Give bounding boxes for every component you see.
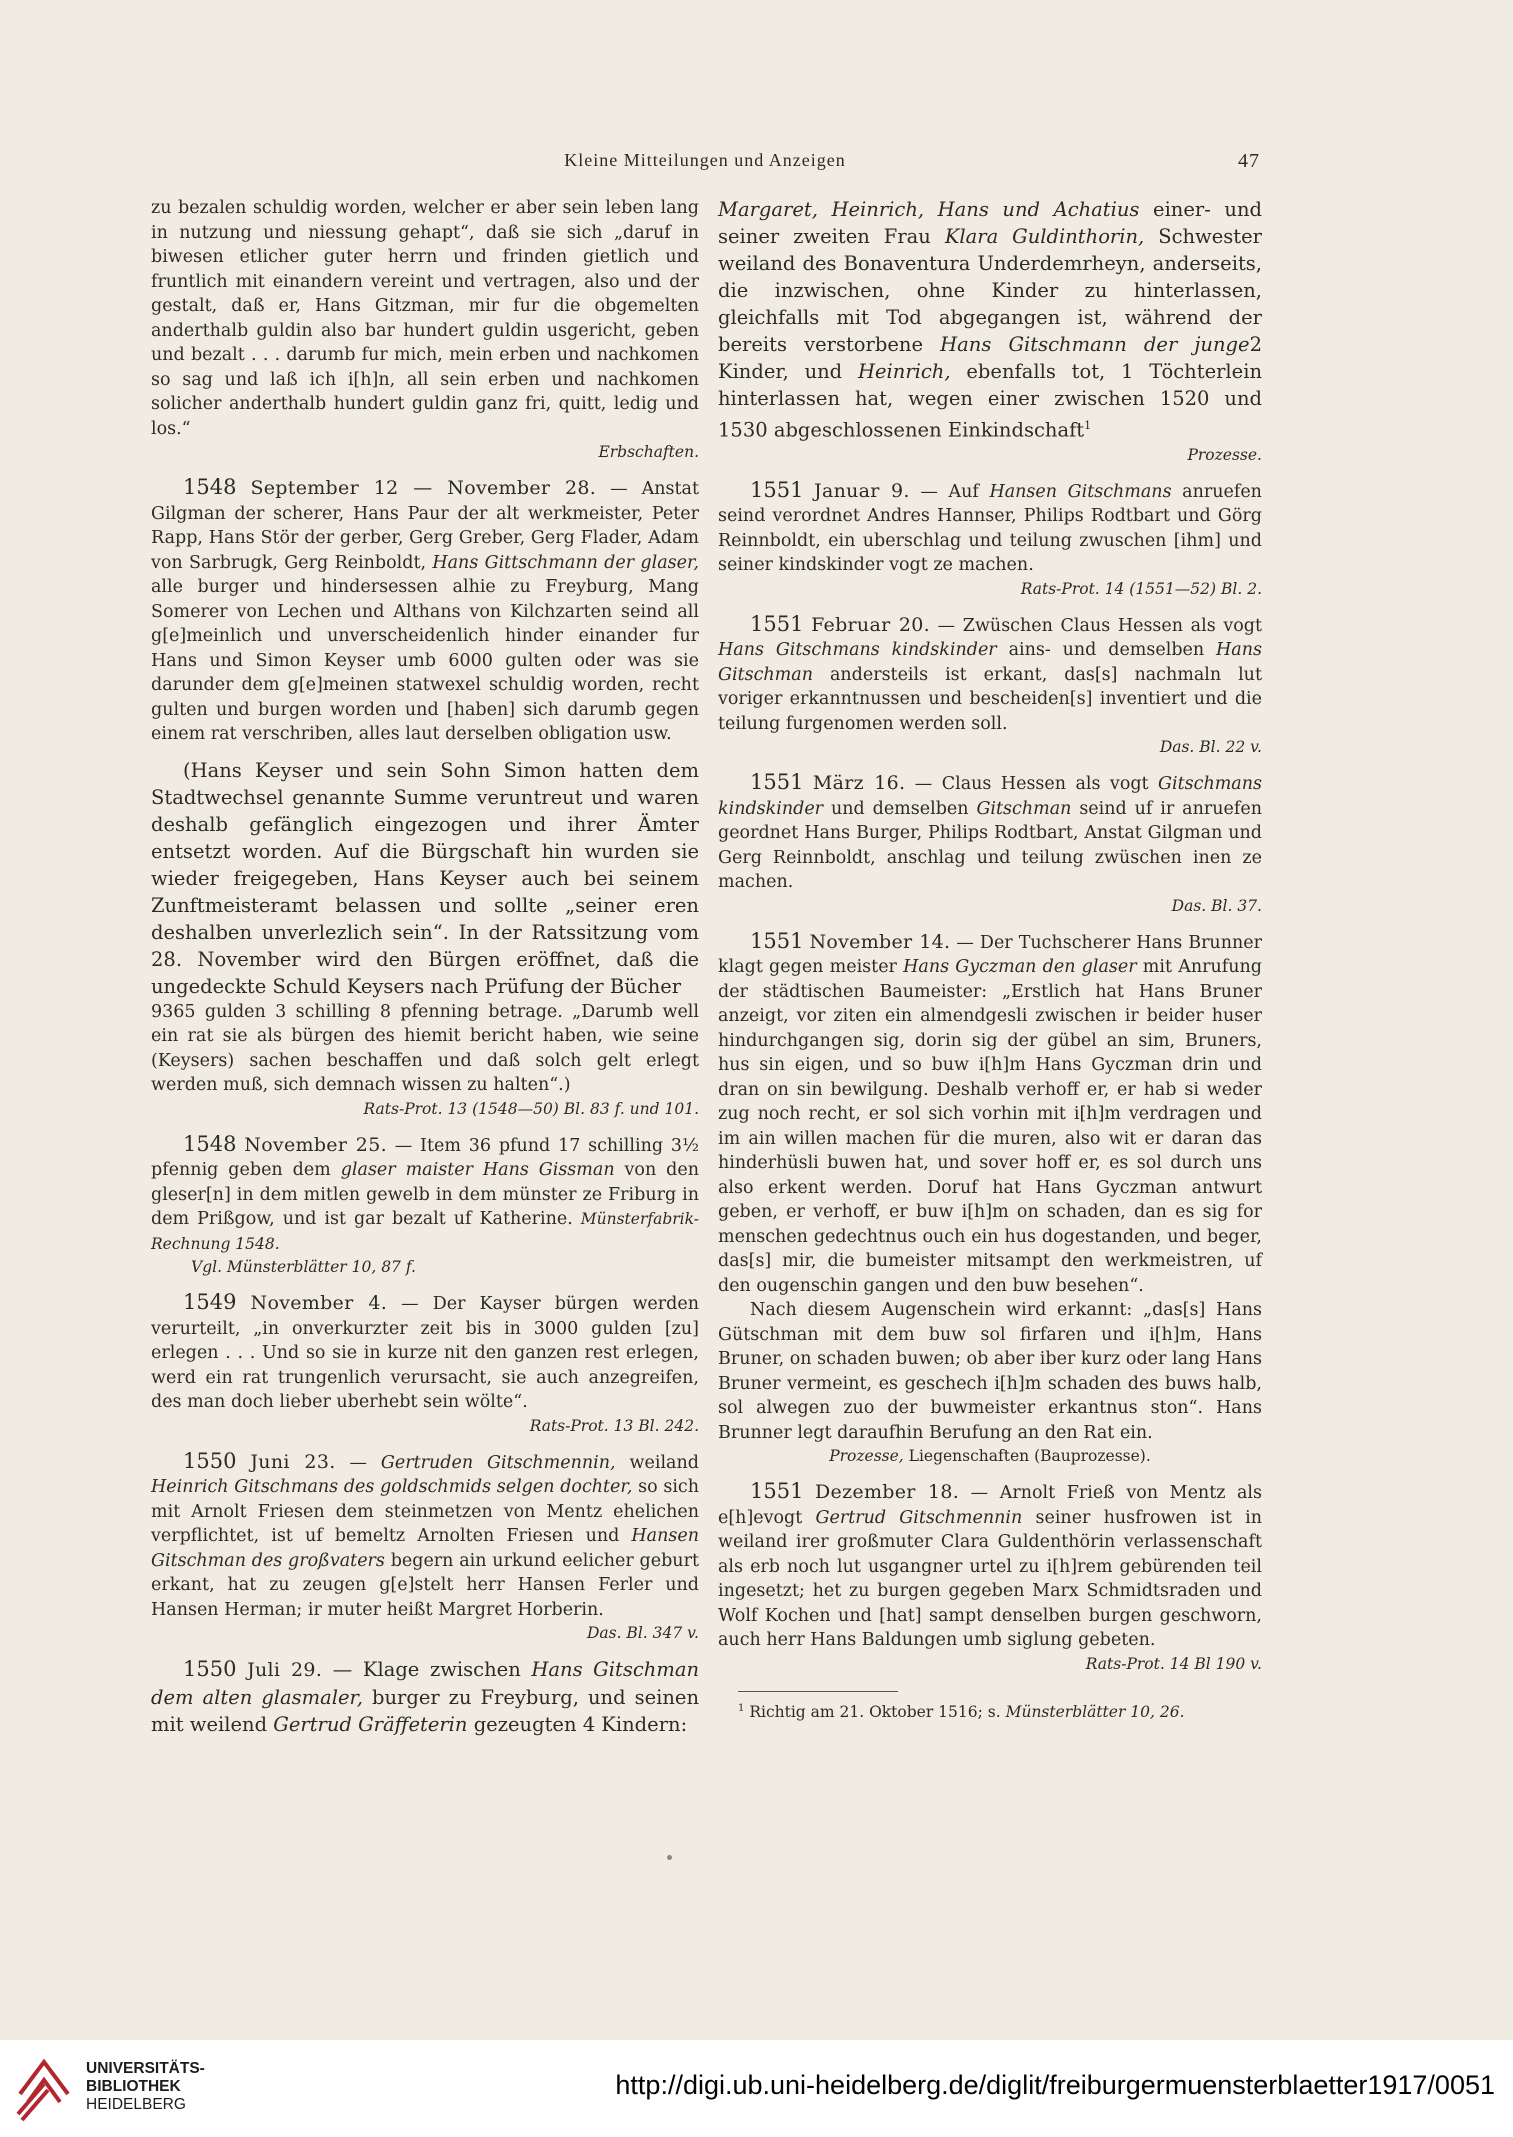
entry-text: — Klage zwischen — [332, 1658, 521, 1681]
source-note: Das. Bl. 37. — [1171, 896, 1262, 915]
entry-1548-september — [151, 475, 699, 747]
entry-text: gezeugten 4 Kindern: — [473, 1713, 688, 1736]
library-logo-icon — [14, 2054, 76, 2124]
entry-text: andersteils ist erkant, das[s] nachmaln lut voriger erkanntnussen und bescheiden[s] inventiert und die teilung furgenomen werden soll. — [718, 664, 1262, 734]
library-name — [86, 2060, 205, 2114]
entry-name: glaser maister Hans Gissman — [340, 1160, 615, 1180]
entry-text: — Item 36 pfund 17 schilling 3½ pfennig geben dem — [151, 1135, 699, 1180]
entry-year: 1548 — [183, 1131, 237, 1156]
source-note: Rats-Prot. 13 Bl. 242. — [529, 1416, 699, 1435]
reference-note: Vgl. Münsterblätter 10, 87 f. — [191, 1258, 416, 1276]
page-number: 47 — [1238, 150, 1260, 172]
footnote-reference: Münsterblätter 10, 26. — [1005, 1702, 1185, 1721]
entry-date: November 14. — [809, 930, 951, 953]
footnote-divider — [738, 1691, 898, 1692]
entry-text: seind uf ir anruefen geordnet Hans Burger, Philips Rodtbart, Anstat Gilgman und Gerg Reinnboldt, anschlag und teilung zwüschen inen ze machen. — [718, 798, 1262, 892]
entry-text: Nach diesem Augenschein wird erkannt: — [750, 1300, 1133, 1320]
entry-name: — Gertruden Gitschmennin, — [349, 1452, 616, 1473]
entry-text: einer- und seiner zweiten Frau — [718, 198, 1262, 248]
entry-1551-november-cont — [718, 1298, 1262, 1445]
entry-text: — Anstat Gilgman der scherer, Hans Paur der alt werkmeister, Peter Rapp, Hans Stör der gerber, Gerg Greber, Gerg Flader, Adam von Sarbrugk, Gerg Reinboldt, — [151, 479, 699, 573]
entry-text: mit Anrufung der städtischen Baumeister: — [718, 957, 1262, 1002]
footnote — [718, 1698, 1262, 1723]
library-name-line: HEIDELBERG — [86, 2096, 186, 2113]
entry-1548-november — [151, 1132, 699, 1257]
source-note: Das. Bl. 347 v. — [586, 1624, 699, 1642]
entry-date: November 4. — [250, 1292, 388, 1314]
entry-year: 1550 — [183, 1657, 237, 1681]
source-note: Rats-Prot. 14 Bl 190 v. — [1085, 1654, 1262, 1673]
source-note: Rats-Prot. 14 (1551—52) Bl. 2. — [1020, 579, 1262, 598]
footnote-text: Richtig am 21. Oktober 1516; s. — [749, 1702, 1001, 1721]
entry-name: Klara Guldinthorin, — [944, 225, 1145, 248]
entry-text: begern ain urkund eelicher geburt erkant, hat zu zeugen g[e]stelt herr Hansen Ferler und Hansen Herman; ir muter heißt Margret Horberin. — [151, 1550, 699, 1620]
entry-name: Gertrud Gräffeterin — [273, 1713, 468, 1736]
entry-1551-februar — [718, 612, 1262, 737]
entry-date: März 16. — [812, 772, 906, 794]
entry-date: Februar 20. — [811, 613, 931, 636]
source-note: Das. Bl. 22 v. — [1159, 738, 1262, 756]
entry-text: Hans Brunner legt daraufhin Berufung an den Rat ein. — [718, 1398, 1262, 1443]
entry-text: burger zu Freyburg, und seinen mit weilend — [151, 1686, 700, 1736]
source-note: Rats-Prot. 13 (1548—50) Bl. 83 f. und 101. — [363, 1099, 699, 1118]
source-note: Erbschaften. — [598, 443, 699, 461]
entry-date: Juni 23. — [250, 1450, 336, 1473]
left-opening-paragraph: zu bezalen schuldig worden, welcher er aber sein leben lang in nutzung und niessung gehapt“, daß sie sich „daruf in biwesen etlicher guter herrn und frinden gietlich und fruntlich mit einandern vereint und vertragen, also und der gestalt, daß er, Hans Gitzman, mir fur die obgemelten anderthalb guldin also bar hundert guldin usgericht, geben und bezalt . . . darumb fur mich, mein erben und nachkomen so sag und laß ich i[h]n, all sein erben und nachkomen solicher anderthalb hundert guldin ganz fri, quitt, ledig und los.“ — [151, 198, 699, 439]
entry-text: — Zwüschen Claus Hessen als vogt — [937, 615, 1262, 636]
entry-text: — Arnolt Frieß von Mentz als e[h]evogt — [718, 1483, 1263, 1528]
entry-name: Hans Gitschmans kindskinder — [718, 640, 997, 660]
entry-text: anruefen seind verordnet Andres Hannser, Philips Rodtbart und Görg Reinnboldt, ein uberschlag und teilung zwuschen [ihm] und seiner kindskinder vogt ze machen. — [718, 481, 1262, 575]
entry-1551-november — [718, 929, 1262, 1299]
entry-date: Januar 9. — [814, 479, 910, 502]
source-text: Liegenschaften (Bauprozesse). — [908, 1447, 1151, 1465]
entry-name: Hans Gitschman dem alten glasmaler, — [151, 1658, 699, 1709]
entry-text: ebenfalls tot, 1 Töchterlein hinterlassen hat, wegen einer zwischen 1520 und 1530 abgeschlossenen Einkindschaft — [718, 360, 1262, 442]
entry-1550-juli — [151, 1656, 699, 1738]
entry-name: Hansen Gitschmans — [989, 481, 1172, 502]
entry-1550-juni — [151, 1449, 699, 1623]
running-head: Kleine Mitteilungen und Anzeigen — [564, 150, 846, 170]
library-name-line: UNIVERSITÄTS- — [86, 2060, 205, 2077]
entry-name: Hans Gyczman den glaser — [903, 957, 1137, 977]
quote-text: „das[s] Hans Gütschman mit dem buw sol firfaren und i[h]m, Hans Bruner, on schaden buwen; ob aber iber kurz oder lang Hans Bruner vermeint, es geschech i[h]m schaden des buws halb, sol alwegen zuo der buwmeister erkantnus ston“. — [718, 1300, 1263, 1418]
entry-year: 1551 — [750, 770, 804, 794]
entry-1551-januar — [718, 478, 1262, 578]
entry-text: ains- und demselben — [1008, 640, 1205, 660]
entry-1551-dezember — [718, 1479, 1262, 1653]
entry-1551-maerz — [718, 770, 1262, 895]
right-opening-paragraph — [718, 196, 1262, 444]
source-note: Münsterfabrik-Rechnung 1548. — [151, 1210, 699, 1253]
source-note — [718, 1445, 1262, 1467]
entry-text: von den gleser[n] in dem mitlen gewelb in dem münster ze Friburg in dem Prißgow, und ist gar bezalt uf Katherine. — [151, 1160, 699, 1229]
entry-name: Hans Gitschmann der junge — [940, 333, 1250, 356]
entry-date: Juli 29. — [247, 1659, 323, 1681]
digitization-footer — [0, 2040, 1513, 2137]
entry-date: Dezember 18. — [815, 1481, 960, 1503]
left-column — [151, 196, 699, 1738]
entry-year: 1551 — [750, 611, 804, 636]
entry-year: 1550 — [183, 1448, 237, 1473]
page-header — [150, 150, 1260, 180]
source-note: Prozesse. — [1187, 445, 1262, 464]
entry-year: 1551 — [750, 477, 804, 502]
source-italic: Prozesse, — [829, 1447, 904, 1465]
entry-name: Heinrich Gitschmans des goldschmids selgen dochter, — [151, 1477, 633, 1497]
entry-year: 1551 — [750, 1479, 804, 1503]
entry-text: und demselben — [830, 798, 969, 819]
entry-text: 2 Kinder, und — [718, 333, 1262, 383]
entry-name: Gitschmans kindskinder — [718, 774, 1262, 819]
entry-text: — Der Kayser bürgen werden verurteilt, „in onverkurzter zeit bis in 3000 gulden [zu] erlegen . . . Und so sie in kurze nit den ganzen rest erlegen, werd ein rat trungenlich verursacht, sie auch anzegreifen, des man doch lieber uberhebt sein wölte“. — [151, 1294, 699, 1412]
entry-name: Gertrud Gitschmennin — [815, 1507, 1023, 1528]
scan-speck — [667, 1855, 672, 1860]
entry-text: — Auf — [920, 481, 979, 502]
entry-name: Margaret, Heinrich, Hans und Achatius — [718, 198, 1140, 221]
entry-name: Heinrich, — [857, 360, 951, 383]
entry-name: Gitschman — [976, 798, 1072, 819]
entry-year: 1549 — [183, 1290, 237, 1314]
footnote-marker: 1 — [1084, 419, 1092, 432]
quote-text: „Erstlich hat Hans Bruner anzeigt, vor ziten ein almendgesli zwischen ir beider huser hindurchgangen sig, dorin sig der gübel an sim, Bruners, hus sin eigen, und so buw i[h]m Hans Gyczman drin und dran on sin bewilgung. Deshalb verhoff er, er hab si weder zug noch recht, er sol sich vorhin mit i[h]m verdragen und im ain willen machen für die muren, also wit er daran das hinderhüsli buwen hat, und sover hoff er, es sol durch uns also erkent werden. Doruf hat Hans Gyczman antwurt geben, er verhoff, er buw i[h]m on schaden, dan es sig for menschen gedechtnus ouch ein hus dogestanden, und beger, das[s] mir, die bumeister mitsampt den werkmeistren, uf den ougenschin gangen und den buw besehen“. — [718, 981, 1262, 1296]
entry-date: November 25. — [244, 1133, 387, 1156]
entry-text: — Der Tuchscherer Hans Brunner klagt gegen meister — [718, 932, 1262, 977]
entry-text: weiland — [629, 1452, 699, 1473]
entry-year: 1551 — [750, 928, 804, 953]
entry-text: — Claus Hessen als vogt — [914, 774, 1149, 794]
entry-name: Hans Gittschmann der glaser, — [432, 552, 699, 573]
entry-text: so sich mit Arnolt Friesen dem steinmetzen von Mentz ehelichen verpflichtet, ist uf bemeltz Arnolten Friesen und — [151, 1477, 699, 1546]
entry-name: Hans Gitschman — [718, 640, 1262, 685]
footnote-marker: 1 — [738, 1702, 745, 1714]
right-column — [718, 196, 1262, 1723]
entry-date: September 12 — November 28. — [250, 477, 597, 499]
entry-name: Hansen Gitschman des großvaters — [151, 1526, 699, 1571]
editor-note: (Hans Keyser und sein Sohn Simon hatten dem Stadtwechsel genannte Summe veruntreut und waren deshalb gefänglich eingezogen und ihrer Ämter entsetzt worden. Auf die Bürgschaft hin wurden sie wieder freigegeben, Hans Keyser auch bei seinem Zunftmeisteramt belassen und sollte „seiner eren deshalben unverlezlich sein“. In der Ratssitzung vom 28. November wird den Bürgen eröffnet, daß die ungedeckte Schuld Keysers nach Prüfung der Bücher — [151, 758, 699, 998]
entry-text: Schwester weiland des Bonaventura Underdemrheyn, anderseits, die inzwischen, ohne Kinder zu hinterlassen, gleichfalls mit Tod abgegangen ist, während der bereits verstorbene — [718, 225, 1262, 356]
editor-note-cont: 9365 gulden 3 schilling 8 pfenning betrage. „Darumb well ein rat sie als bürgen des hiemit bericht haben, wie seine (Keysers) sachen beschaffen und daß solch gelt erlegt werden muß, sich demnach wissen zu halten“.) — [151, 1001, 699, 1095]
permalink-url[interactable]: http://digi.ub.uni-heidelberg.de/diglit/freiburgermuensterblaetter1917/0051 — [615, 2070, 1495, 2100]
library-name-line: BIBLIOTHEK — [86, 2078, 181, 2095]
entry-year: 1548 — [183, 475, 237, 499]
entry-text: seiner husfrowen ist in weiland irer großmuter Clara Guldenthörin verlassenschaft als erb noch lut usgangner urtel zu i[h]rem gebürenden teil ingesetzt; het zu burgen gegeben Marx Schmidtsraden und Wolf Kochen und [hat] sampt denselben burgen geschworn, auch herr Hans Baldungen umb siglung gebeten. — [718, 1507, 1262, 1650]
entry-1549-november — [151, 1290, 699, 1415]
entry-text: alle burger und hindersessen alhie zu Freyburg, Mang Somerer von Lechen und Althans von Kilchzarten seind all g[e]meinlich und unverscheidenlich hinder einander fur Hans und Simon Keyser umb 6000 gulten oder was sie darunder dem g[e]meinen statwexel schuldig worden, recht gulten und burgen worden und [haben] sich darumb gegen einem rat verschriben, alles laut derselben obligation usw. — [151, 577, 699, 744]
